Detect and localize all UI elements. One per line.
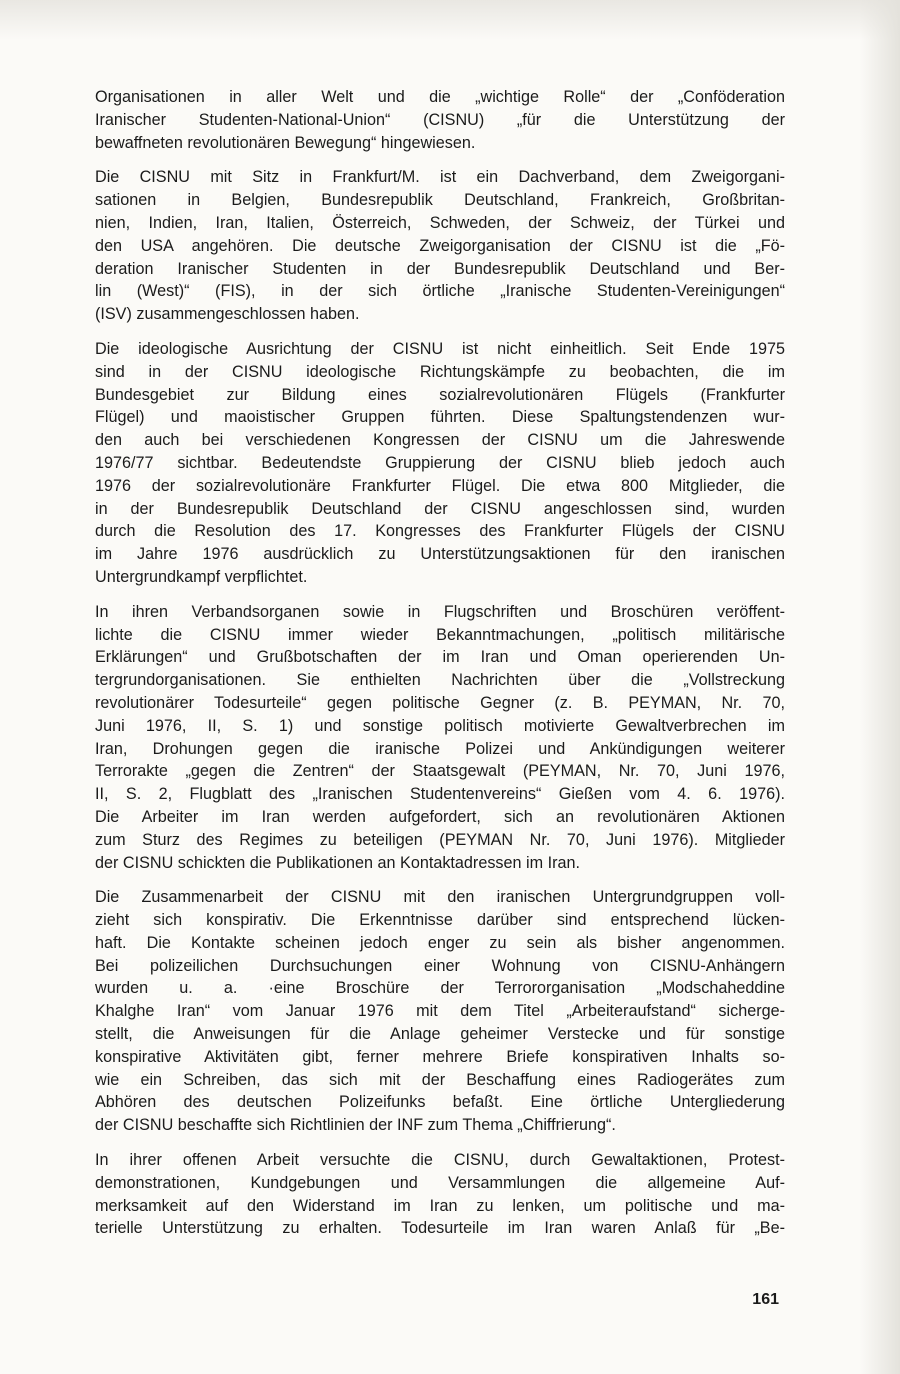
text-line: 1976/77 sichtbar. Bedeutendste Gruppierung der CISNU blieb jedoch auch [95,453,785,472]
text-line: sind in der CISNU ideologische Richtungskämpfe zu beobachten, die im [95,362,785,381]
text-line: im Jahre 1976 ausdrücklich zu Unterstützungsaktionen für den iranischen [95,545,785,564]
text-line: In ihren Verbandsorganen sowie in Flugschriften und Broschüren veröffent- [95,602,785,621]
text-line: Terrorakte „gegen die Zentren“ der Staatsgewalt (PEYMAN, Nr. 70, Juni 1976, [95,762,785,781]
text-line: stellt, die Anweisungen für die Anlage geheimer Verstecke und für sonstige [95,1025,785,1044]
text-line: in der Bundesrepublik Deutschland der CISNU angeschlossen sind, wurden [95,499,785,518]
text-line: demonstrationen, Kundgebungen und Versammlungen die allgemeine Auf- [95,1173,785,1192]
text-line: In ihrer offenen Arbeit versuchte die CISNU, durch Gewaltaktionen, Protest- [95,1151,785,1170]
text-line: Organisationen in aller Welt und die „wichtige Rolle“ der „Conföderation [95,88,785,106]
text-line: Die ideologische Ausrichtung der CISNU ist nicht einheitlich. Seit Ende 1975 [95,339,785,358]
text-line: wurden u. a. ·eine Broschüre der Terrororganisation „Modschaheddine [95,979,785,998]
text-line: Die CISNU mit Sitz in Frankfurt/M. ist ein Dachverband, dem Zweigorgani- [95,168,785,187]
text-line: terielle Unterstützung zu erhalten. Todesurteile im Iran waren Anlaß für „Be- [95,1219,785,1238]
text-line: lichte die CISNU immer wieder Bekanntmachungen, „politisch militärische [95,625,785,644]
text-line: bewaffneten revolutionären Bewegung“ hingewiesen. [95,133,476,152]
text-line: den auch bei verschiedenen Kongressen der CISNU um die Jahreswende [95,431,785,450]
text-line: Flügel) und maoistischer Gruppen führten. Diese Spaltungstendenzen wur- [95,408,785,427]
text-line: Bei polizeilichen Durchsuchungen einer Wohnung von CISNU-Anhängern [95,956,785,975]
text-line: Die Zusammenarbeit der CISNU mit den iranischen Untergrundgruppen voll- [95,888,785,907]
text-line: Erklärungen“ und Grußbotschaften der im Iran und Oman operierenden Un- [95,648,785,667]
text-line: (ISV) zusammengeschlossen haben. [95,305,360,324]
text-line: 1976 der sozialrevolutionäre Frankfurter Flügel. Die etwa 800 Mitglieder, die [95,476,785,495]
text-line: nien, Indien, Iran, Italien, Österreich, Schweden, der Schweiz, der Türkei und [95,213,785,232]
text-line: II, S. 2, Flugblatt des „Iranischen Studentenvereins“ Gießen vom 4. 6. 1976). [95,785,785,804]
text-line: durch die Resolution des 17. Kongresses des Frankfurter Flügels der CISNU [95,522,785,541]
text-line: tergrundorganisationen. Sie enthielten Nachrichten über die „Vollstreckung [95,671,785,690]
text-line: Khalghe Iran“ vom Januar 1976 mit dem Titel „Arbeiteraufstand“ sicherge- [95,1002,785,1021]
text-line: der CISNU beschaffte sich Richtlinien der INF zum Thema „Chiffrierung“. [95,1116,616,1135]
text-line: Iranischer Studenten-National-Union“ (CISNU) „für die Unterstützung der [95,110,785,129]
body-text [95,86,785,1252]
text-line: Bundesgebiet zur Bildung eines sozialrevolutionären Flügels (Frankfurter [95,385,785,404]
text-line: zum Sturz des Regimes zu beteiligen (PEYMAN Nr. 70, Juni 1976). Mitglieder [95,830,785,849]
paragraph-2 [95,166,785,326]
text-line: deration Iranischer Studenten in der Bundesrepublik Deutschland und Ber- [95,259,785,278]
text-line: Untergrundkampf verpflichtet. [95,567,308,586]
text-line: der CISNU schickten die Publikationen an Kontaktadressen im Iran. [95,853,580,872]
text-line: Iran, Drohungen gegen die iranische Polizei und Ankündigungen weiterer [95,739,785,758]
text-line: Abhören des deutschen Polizeifunks befaßt. Eine örtliche Untergliederung [95,1093,785,1112]
text-line: zieht sich konspirativ. Die Erkenntnisse darüber sind entsprechend lücken- [95,911,785,930]
text-line: wie ein Schreiben, das sich mit der Beschaffung eines Radiogerätes zum [95,1070,785,1089]
text-line: lin (West)“ (FIS), in der sich örtliche „Iranische Studenten-Vereinigungen“ [95,282,785,301]
text-line: den USA angehören. Die deutsche Zweigorganisation der CISNU ist die „Fö- [95,236,785,255]
text-line: Die Arbeiter im Iran werden aufgefordert, sich an revolutionären Aktionen [95,807,785,826]
paragraph-6 [95,1149,785,1240]
paragraph-4 [95,601,785,875]
paragraph-1 [95,86,785,154]
paragraph-5 [95,886,785,1137]
text-line: konspirative Aktivitäten gibt, ferner mehrere Briefe konspirativen Inhalts so- [95,1047,785,1066]
text-line: haft. Die Kontakte scheinen jedoch enger zu sein als bisher angenommen. [95,933,785,952]
page-number: 161 [752,1291,779,1308]
text-line: revolutionärer Todesurteile“ gegen politische Gegner (z. B. PEYMAN, Nr. 70, [95,693,785,712]
paragraph-3 [95,338,785,589]
text-line: sationen in Belgien, Bundesrepublik Deutschland, Frankreich, Großbritan- [95,191,785,210]
text-line: Juni 1976, II, S. 1) und sonstige politisch motivierte Gewaltverbrechen im [95,716,785,735]
text-line: merksamkeit auf den Widerstand im Iran zu lenken, um politische und ma- [95,1196,785,1215]
